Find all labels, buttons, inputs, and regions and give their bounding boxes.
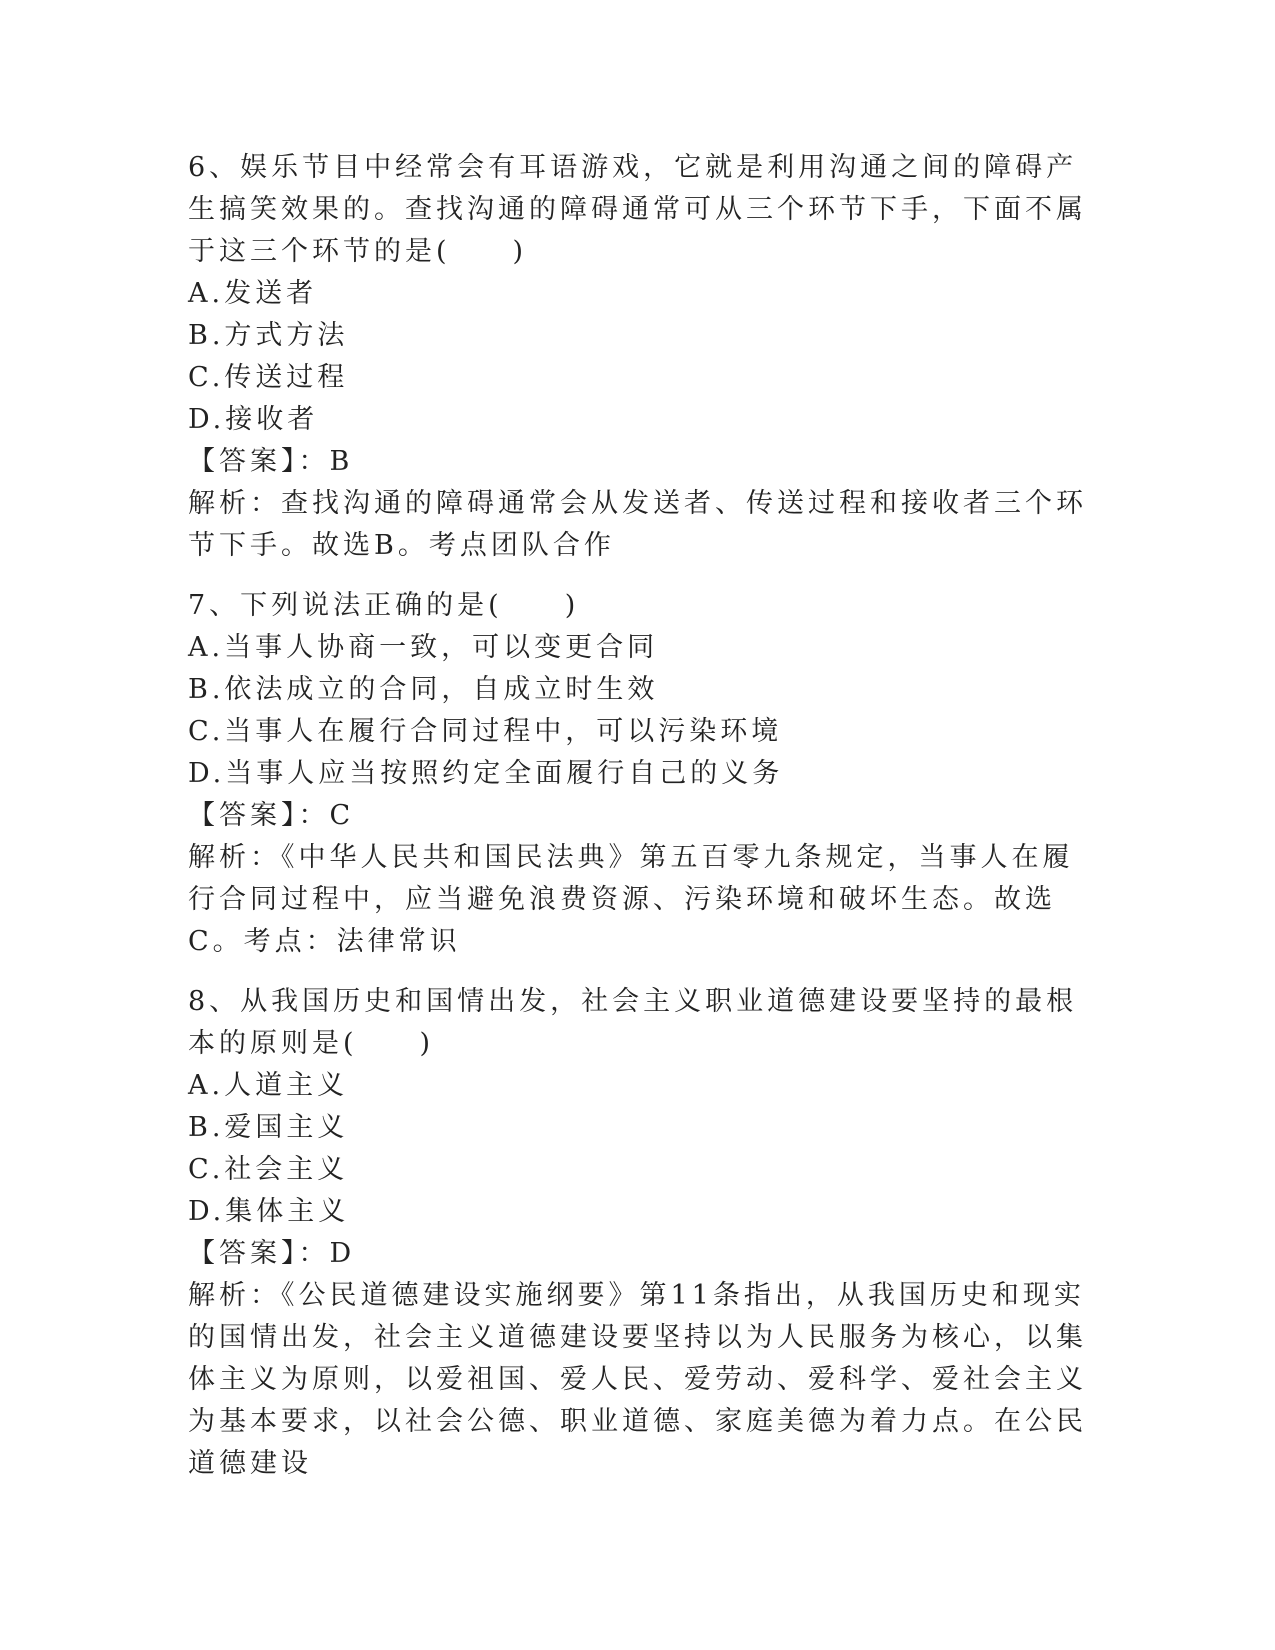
option-a: A.当事人协商一致，可以变更合同 [188,632,659,663]
option-b: B.爱国主义 [188,1112,349,1143]
option-a: A.人道主义 [188,1070,349,1101]
analysis-text: 解析：《公民道德建设实施纲要》第11条指出，从我国历史和现实的国情出发，社会主义道德建设要坚持以为人民服务为核心，以集体主义为原则，以爱祖国、爱人民、爱劳动、爱科学、爱社会主义为基本要求，以社会公德、职业道德、家庭美德为着力点。在公民道德建设 [188,1280,1087,1479]
option-c: C.当事人在履行合同过程中，可以污染环境 [188,716,783,747]
question-6 [188,147,1088,567]
question-stem: 7、下列说法正确的是( ) [188,590,580,621]
question-8 [188,981,1088,1485]
option-d: D.集体主义 [188,1196,350,1227]
option-c: C.社会主义 [188,1154,349,1185]
option-c: C.传送过程 [188,362,349,393]
option-d: D.接收者 [188,404,319,435]
question-stem: 6、娱乐节目中经常会有耳语游戏，它就是利用沟通之间的障碍产生搞笑效果的。查找沟通的障碍通常可从三个环节下手，下面不属于这三个环节的是( ) [188,152,1087,267]
document-content [188,147,1088,1485]
analysis-text: 解析：查找沟通的障碍通常会从发送者、传送过程和接收者三个环节下手。故选B。考点团队合作 [188,488,1087,561]
analysis-text: 解析：《中华人民共和国民法典》第五百零九条规定，当事人在履行合同过程中，应当避免浪费资源、污染环境和破坏生态。故选C。考点：法律常识 [188,842,1074,957]
option-b: B.依法成立的合同，自成立时生效 [188,674,659,705]
answer-line: 【答案】：D [188,1238,356,1269]
question-7 [188,585,1088,963]
option-d: D.当事人应当按照约定全面履行自己的义务 [188,758,784,789]
option-b: B.方式方法 [188,320,349,351]
answer-line: 【答案】：B [188,446,354,477]
answer-line: 【答案】：C [188,800,355,831]
question-stem: 8、从我国历史和国情出发，社会主义职业道德建设要坚持的最根本的原则是( ) [188,986,1078,1059]
option-a: A.发送者 [188,278,318,309]
